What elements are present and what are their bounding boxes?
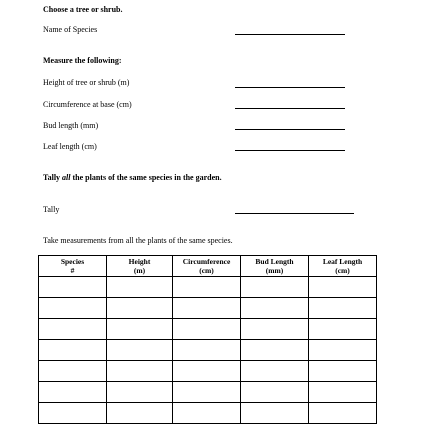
table-row <box>39 277 377 298</box>
col-header-species-line1: Species <box>60 257 85 266</box>
col-header-height-line2: (m) <box>133 266 146 275</box>
bud-length-blank[interactable] <box>235 129 345 130</box>
col-header-leaf-length-line1: Leaf Length <box>322 257 363 266</box>
step2-heading: Measure the following: <box>43 56 122 65</box>
cell-species[interactable] <box>39 319 107 340</box>
cell-leaf-length[interactable] <box>309 361 377 382</box>
cell-species[interactable] <box>39 361 107 382</box>
col-header-bud-length <box>241 256 309 277</box>
circumference-label: Circumference at base (cm) <box>43 100 132 109</box>
col-header-circumference-line2: (cm) <box>199 266 214 275</box>
height-label: Height of tree or shrub (m) <box>43 78 130 87</box>
table-header-row <box>39 256 377 277</box>
cell-species[interactable] <box>39 340 107 361</box>
measurement-table <box>38 255 377 424</box>
tally-instruction <box>43 173 222 183</box>
leaf-length-blank[interactable] <box>235 150 345 151</box>
cell-height[interactable] <box>107 403 173 424</box>
cell-height[interactable] <box>107 361 173 382</box>
tally-blank[interactable] <box>235 213 354 214</box>
cell-leaf-length[interactable] <box>309 319 377 340</box>
cell-bud-length[interactable] <box>241 319 309 340</box>
table-row <box>39 319 377 340</box>
cell-circumference[interactable] <box>173 340 241 361</box>
cell-circumference[interactable] <box>173 277 241 298</box>
col-header-height-line1: Height <box>128 257 151 266</box>
step1-heading: Choose a tree or shrub. <box>43 5 123 14</box>
cell-height[interactable] <box>107 382 173 403</box>
cell-bud-length[interactable] <box>241 340 309 361</box>
height-blank[interactable] <box>235 87 345 88</box>
cell-bud-length[interactable] <box>241 298 309 319</box>
table-row <box>39 361 377 382</box>
col-header-circumference-line1: Circumference <box>182 257 231 266</box>
cell-species[interactable] <box>39 403 107 424</box>
col-header-height <box>107 256 173 277</box>
tally-label: Tally <box>43 205 60 214</box>
col-header-bud-length-line1: Bud Length <box>255 257 294 266</box>
leaf-length-label: Leaf length (cm) <box>43 142 97 151</box>
cell-leaf-length[interactable] <box>309 403 377 424</box>
species-name-blank[interactable] <box>235 34 345 35</box>
cell-leaf-length[interactable] <box>309 298 377 319</box>
cell-height[interactable] <box>107 298 173 319</box>
table-row <box>39 403 377 424</box>
cell-species[interactable] <box>39 277 107 298</box>
tally-instruction-emphasis: all <box>62 173 71 182</box>
cell-leaf-length[interactable] <box>309 277 377 298</box>
species-name-label: Name of Species <box>43 25 98 34</box>
tally-instruction-after: the plants of the same species in the garden. <box>70 173 222 182</box>
cell-circumference[interactable] <box>173 403 241 424</box>
cell-leaf-length[interactable] <box>309 382 377 403</box>
col-header-leaf-length-line2: (cm) <box>335 266 350 275</box>
cell-height[interactable] <box>107 319 173 340</box>
cell-height[interactable] <box>107 340 173 361</box>
table-row <box>39 382 377 403</box>
cell-circumference[interactable] <box>173 319 241 340</box>
bud-length-label: Bud length (mm) <box>43 121 99 130</box>
col-header-circumference <box>173 256 241 277</box>
cell-bud-length[interactable] <box>241 403 309 424</box>
cell-circumference[interactable] <box>173 382 241 403</box>
cell-circumference[interactable] <box>173 298 241 319</box>
cell-leaf-length[interactable] <box>309 340 377 361</box>
circumference-blank[interactable] <box>235 108 345 109</box>
cell-bud-length[interactable] <box>241 382 309 403</box>
cell-species[interactable] <box>39 298 107 319</box>
cell-height[interactable] <box>107 277 173 298</box>
cell-circumference[interactable] <box>173 361 241 382</box>
table-intro: Take measurements from all the plants of the same species. <box>43 236 233 245</box>
cell-species[interactable] <box>39 382 107 403</box>
tally-instruction-before: Tally <box>43 173 63 182</box>
col-header-species-line2: # <box>70 266 75 275</box>
cell-bud-length[interactable] <box>241 361 309 382</box>
cell-bud-length[interactable] <box>241 277 309 298</box>
table-row <box>39 298 377 319</box>
col-header-species <box>39 256 107 277</box>
table-row <box>39 340 377 361</box>
col-header-bud-length-line2: (mm) <box>265 266 284 275</box>
col-header-leaf-length <box>309 256 377 277</box>
